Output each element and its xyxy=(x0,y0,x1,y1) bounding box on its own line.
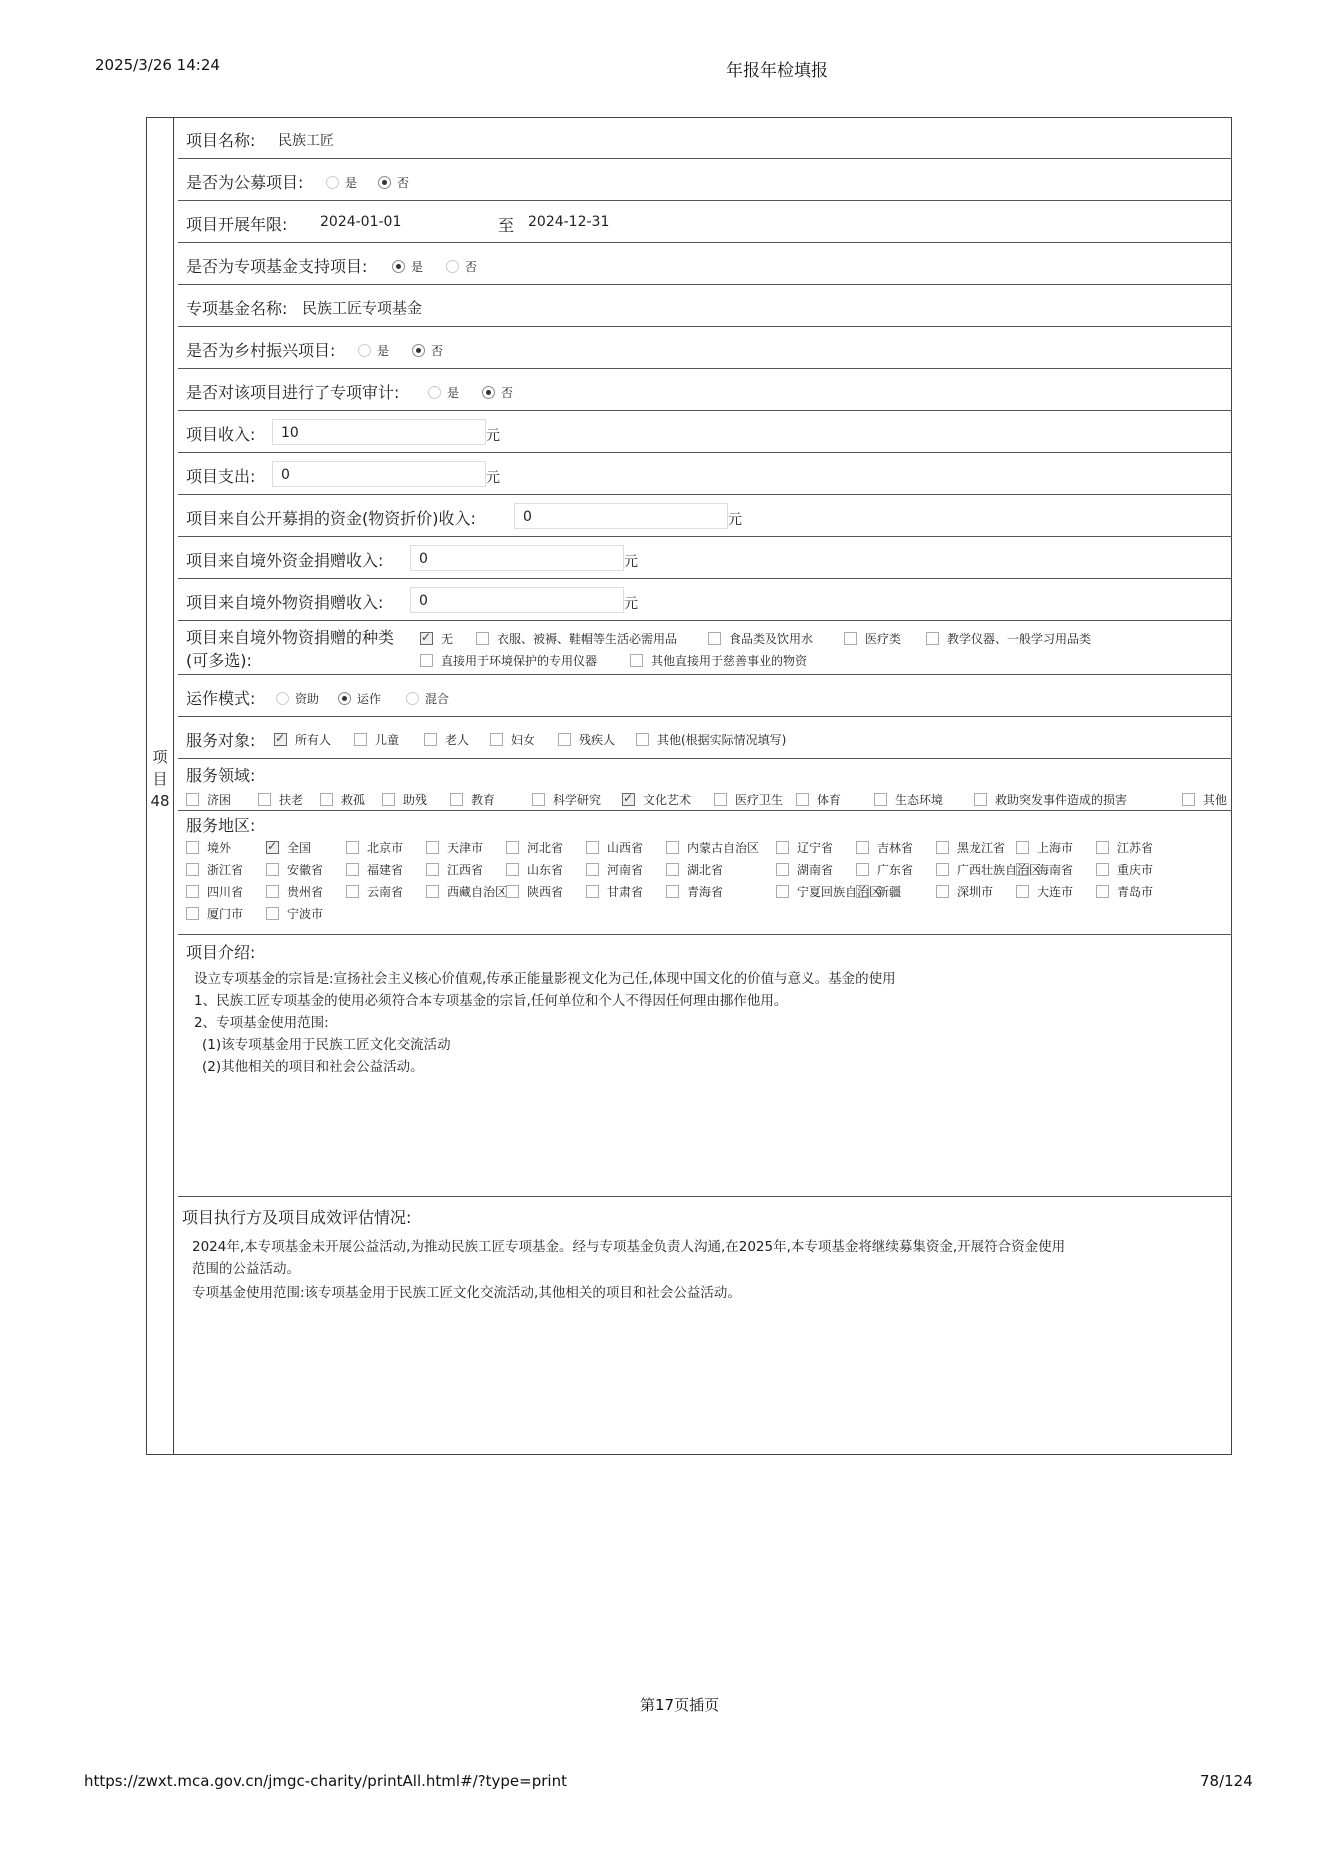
service-field-option-label: 济困 xyxy=(207,793,232,807)
row-regions xyxy=(178,811,1232,935)
target-elderly[interactable]: 老人 xyxy=(424,731,469,748)
row-overseas-goods xyxy=(178,579,1232,621)
service-field-option[interactable] xyxy=(714,791,783,808)
region-option[interactable] xyxy=(426,861,483,878)
goods-type-charity[interactable]: 其他直接用于慈善事业的物资 xyxy=(630,652,807,669)
row-fields xyxy=(178,759,1232,811)
region-option-label: 宁波市 xyxy=(287,907,324,921)
row-rural xyxy=(178,327,1232,369)
region-option-label: 重庆市 xyxy=(1117,863,1154,877)
row-period xyxy=(178,201,1232,243)
checkbox-icon xyxy=(1016,863,1029,876)
rural-label: 是否为乡村振兴项目: xyxy=(186,341,336,360)
service-field-option[interactable] xyxy=(1182,791,1227,808)
checkbox-icon xyxy=(874,793,887,806)
period-start[interactable]: 2024-01-01 xyxy=(320,214,402,230)
special-fund-label: 是否为专项基金支持项目: xyxy=(186,257,368,276)
service-field-option-label: 体育 xyxy=(817,793,842,807)
intro-line-4: (1)该专项基金用于民族工匠文化交流活动 xyxy=(202,1037,451,1053)
income-input[interactable]: 10 xyxy=(272,419,486,445)
radio-selected-icon xyxy=(378,176,391,189)
page-note: 第17页插页 xyxy=(640,1696,720,1714)
region-option[interactable] xyxy=(1016,883,1073,900)
region-option[interactable] xyxy=(186,905,243,922)
target-children[interactable]: 儿童 xyxy=(354,731,399,748)
regions-label: 服务地区: xyxy=(186,816,256,835)
region-option[interactable] xyxy=(346,883,403,900)
service-field-option-label: 医疗卫生 xyxy=(735,793,784,807)
checkbox-icon xyxy=(266,863,279,876)
checkbox-checked-icon xyxy=(266,841,279,854)
service-field-option[interactable] xyxy=(382,791,427,808)
region-option[interactable] xyxy=(586,839,643,856)
checkbox-icon xyxy=(936,841,949,854)
region-option-label: 湖北省 xyxy=(687,863,724,877)
service-field-option-label: 救助突发事件造成的损害 xyxy=(995,793,1128,807)
checkbox-icon xyxy=(266,907,279,920)
audit-yes[interactable]: 是 xyxy=(428,384,459,401)
project-name-label: 项目名称: xyxy=(186,131,256,150)
radio-icon xyxy=(326,176,339,189)
service-field-option-label: 救孤 xyxy=(341,793,366,807)
print-url: https://zwxt.mca.gov.cn/jmgc-charity/printAll.html#/?type=print xyxy=(84,1772,567,1790)
row-public-income xyxy=(178,495,1232,537)
checkbox-icon xyxy=(1016,885,1029,898)
income-label: 项目收入: xyxy=(186,425,256,444)
region-option[interactable] xyxy=(1016,839,1073,856)
region-option-label: 陕西省 xyxy=(527,885,564,899)
expense-input[interactable]: 0 xyxy=(272,461,486,487)
region-option[interactable] xyxy=(856,839,913,856)
public-income-label: 项目来自公开募捐的资金(物资折价)收入: xyxy=(186,509,476,528)
checkbox-icon xyxy=(346,863,359,876)
radio-icon xyxy=(358,344,371,357)
print-datetime: 2025/3/26 14:24 xyxy=(95,56,220,74)
target-women[interactable]: 妇女 xyxy=(490,731,535,748)
region-option-label: 云南省 xyxy=(367,885,404,899)
region-option[interactable] xyxy=(506,861,563,878)
intro-line-3: 2、专项基金使用范围: xyxy=(194,1015,329,1031)
checkbox-icon xyxy=(974,793,987,806)
region-option-label: 辽宁省 xyxy=(797,841,834,855)
overseas-fund-input[interactable]: 0 xyxy=(410,545,624,571)
checkbox-icon xyxy=(506,885,519,898)
region-option[interactable] xyxy=(346,861,403,878)
checkbox-icon xyxy=(586,885,599,898)
region-option[interactable] xyxy=(266,883,323,900)
checkbox-icon xyxy=(1096,841,1109,854)
region-option[interactable] xyxy=(1096,883,1153,900)
checkbox-icon xyxy=(666,885,679,898)
region-option-label: 安徽省 xyxy=(287,863,324,877)
checkbox-icon xyxy=(258,793,271,806)
row-public-fundraising xyxy=(178,159,1232,201)
region-option-label: 厦门市 xyxy=(207,907,244,921)
service-field-option[interactable] xyxy=(450,791,495,808)
checkbox-icon xyxy=(844,632,857,645)
radio-icon xyxy=(406,692,419,705)
checkbox-icon xyxy=(420,654,433,667)
region-option-label: 西藏自治区 xyxy=(447,885,508,899)
region-option[interactable] xyxy=(426,839,483,856)
region-option-label: 江苏省 xyxy=(1117,841,1154,855)
expense-unit: 元 xyxy=(486,470,500,486)
service-field-option-label: 文化艺术 xyxy=(643,793,692,807)
checkbox-icon xyxy=(382,793,395,806)
side-char-2: 目 xyxy=(152,770,168,788)
target-all[interactable]: ✓ 所有人 xyxy=(274,731,331,748)
checkbox-icon xyxy=(320,793,333,806)
row-goods-types xyxy=(178,621,1232,675)
region-option-label: 山东省 xyxy=(527,863,564,877)
side-char-1: 项 xyxy=(152,748,168,766)
overseas-goods-unit: 元 xyxy=(624,596,638,612)
checkbox-icon xyxy=(636,733,649,746)
checkbox-icon xyxy=(186,907,199,920)
goods-type-food[interactable]: 食品类及饮用水 xyxy=(708,630,813,647)
region-option[interactable] xyxy=(936,883,993,900)
row-evaluation xyxy=(178,1197,1232,1455)
income-unit: 元 xyxy=(486,428,500,444)
checkbox-icon xyxy=(426,863,439,876)
radio-icon xyxy=(428,386,441,399)
row-mode xyxy=(178,675,1232,717)
checkbox-icon xyxy=(558,733,571,746)
region-option[interactable] xyxy=(1016,861,1073,878)
checkbox-icon xyxy=(776,885,789,898)
evaluation-line-1: 2024年,本专项基金未开展公益活动,为推动民族工匠专项基金。经与专项基金负责人沟通,在2025年,本专项基金将继续募集资金,开展符合资金使用 xyxy=(192,1239,1066,1255)
region-option-label: 内蒙古自治区 xyxy=(687,841,760,855)
region-option[interactable] xyxy=(666,861,723,878)
service-field-option-label: 科学研究 xyxy=(553,793,602,807)
radio-icon xyxy=(446,260,459,273)
checkbox-icon xyxy=(506,863,519,876)
service-field-option-label: 生态环境 xyxy=(895,793,944,807)
checkbox-icon xyxy=(856,885,869,898)
region-option-label: 福建省 xyxy=(367,863,404,877)
row-project-name xyxy=(178,117,1232,159)
region-option[interactable] xyxy=(426,883,507,900)
checkbox-icon xyxy=(630,654,643,667)
page-count: 78/124 xyxy=(1200,1772,1253,1790)
public-income-unit: 元 xyxy=(728,512,742,528)
checkbox-icon xyxy=(936,885,949,898)
region-option-label: 甘肃省 xyxy=(607,885,644,899)
checkbox-icon xyxy=(346,885,359,898)
row-audit xyxy=(178,369,1232,411)
region-option-label: 四川省 xyxy=(207,885,244,899)
service-field-option-label: 扶老 xyxy=(279,793,304,807)
checkbox-icon xyxy=(186,885,199,898)
public-fundraising-no[interactable]: 否 xyxy=(378,174,409,191)
checkbox-icon xyxy=(926,632,939,645)
intro-label: 项目介绍: xyxy=(186,943,256,962)
checkbox-icon xyxy=(532,793,545,806)
checkbox-icon xyxy=(490,733,503,746)
region-option[interactable] xyxy=(266,861,323,878)
intro-line-5: (2)其他相关的项目和社会公益活动。 xyxy=(202,1059,424,1075)
goods-type-medical[interactable]: 医疗类 xyxy=(844,630,901,647)
goods-type-environment[interactable]: 直接用于环境保护的专用仪器 xyxy=(420,652,597,669)
region-option[interactable] xyxy=(186,861,243,878)
region-option[interactable] xyxy=(1096,861,1153,878)
service-field-option[interactable] xyxy=(320,791,365,808)
checkbox-icon xyxy=(714,793,727,806)
checkbox-icon xyxy=(586,841,599,854)
row-special-fund xyxy=(178,243,1232,285)
checkbox-icon xyxy=(346,841,359,854)
service-field-option[interactable] xyxy=(258,791,303,808)
checkbox-icon xyxy=(776,841,789,854)
region-option-label: 吉林省 xyxy=(877,841,914,855)
row-targets xyxy=(178,717,1232,759)
region-option-label: 河南省 xyxy=(607,863,644,877)
region-option[interactable] xyxy=(186,839,231,856)
checkbox-icon xyxy=(1016,841,1029,854)
goods-types-label: 项目来自境外物资捐赠的种类 xyxy=(186,628,395,647)
checkbox-checked-icon xyxy=(420,632,433,645)
audit-no[interactable]: 否 xyxy=(482,384,513,401)
region-option-label: 天津市 xyxy=(447,841,484,855)
service-field-option-label: 教育 xyxy=(471,793,496,807)
region-option-label: 江西省 xyxy=(447,863,484,877)
goods-type-none[interactable]: ✓ 无 xyxy=(420,630,453,647)
service-field-option[interactable] xyxy=(532,791,601,808)
checkbox-icon xyxy=(796,793,809,806)
radio-selected-icon xyxy=(392,260,405,273)
evaluation-label: 项目执行方及项目成效评估情况: xyxy=(182,1208,412,1227)
service-field-option[interactable] xyxy=(186,791,231,808)
region-option-label: 贵州省 xyxy=(287,885,324,899)
mode-mixed[interactable]: 混合 xyxy=(406,690,449,707)
side-char-3: 48 xyxy=(150,792,170,810)
region-option[interactable] xyxy=(856,883,901,900)
service-field-option[interactable] xyxy=(974,791,1127,808)
checkbox-icon xyxy=(424,733,437,746)
rural-no[interactable]: 否 xyxy=(412,342,443,359)
special-fund-yes[interactable]: 是 xyxy=(392,258,423,275)
overseas-fund-unit: 元 xyxy=(624,554,638,570)
target-disabled[interactable]: 残疾人 xyxy=(558,731,615,748)
region-option-label: 北京市 xyxy=(367,841,404,855)
row-overseas-fund xyxy=(178,537,1232,579)
region-option[interactable] xyxy=(776,861,833,878)
service-field-option-label: 助残 xyxy=(403,793,428,807)
overseas-goods-input[interactable]: 0 xyxy=(410,587,624,613)
overseas-fund-label: 项目来自境外资金捐赠收入: xyxy=(186,551,384,570)
checkbox-icon xyxy=(426,841,439,854)
checkbox-icon xyxy=(506,841,519,854)
region-option[interactable] xyxy=(586,861,643,878)
region-option-label: 大连市 xyxy=(1037,885,1074,899)
public-fundraising-label: 是否为公募项目: xyxy=(186,173,304,192)
project-name-value: 民族工匠 xyxy=(278,133,334,149)
region-option[interactable] xyxy=(1096,839,1153,856)
row-fund-name xyxy=(178,285,1232,327)
audit-label: 是否对该项目进行了专项审计: xyxy=(186,383,400,402)
checkbox-icon xyxy=(666,863,679,876)
checkbox-icon xyxy=(1096,863,1109,876)
row-intro xyxy=(178,935,1232,1197)
checkbox-icon xyxy=(266,885,279,898)
region-option[interactable] xyxy=(506,883,563,900)
checkbox-icon xyxy=(936,863,949,876)
evaluation-line-2: 范围的公益活动。 xyxy=(192,1261,300,1277)
goods-type-teaching[interactable]: 教学仪器、一般学习用品类 xyxy=(926,630,1091,647)
checkbox-icon xyxy=(856,863,869,876)
checkbox-icon xyxy=(186,863,199,876)
region-option[interactable] xyxy=(346,839,403,856)
checkbox-icon xyxy=(856,841,869,854)
region-option-label: 全国 xyxy=(287,841,312,855)
region-option-label: 深圳市 xyxy=(957,885,994,899)
checkbox-icon xyxy=(450,793,463,806)
region-option-label: 境外 xyxy=(207,841,232,855)
public-income-input[interactable]: 0 xyxy=(514,503,728,529)
fund-name-label: 专项基金名称: xyxy=(186,299,288,318)
region-option[interactable] xyxy=(856,861,913,878)
targets-label: 服务对象: xyxy=(186,731,256,750)
checkbox-icon xyxy=(186,841,199,854)
checkbox-icon xyxy=(708,632,721,645)
checkbox-icon xyxy=(426,885,439,898)
region-option-label: 湖南省 xyxy=(797,863,834,877)
region-option-label: 黑龙江省 xyxy=(957,841,1006,855)
special-fund-no[interactable]: 否 xyxy=(446,258,477,275)
checkbox-icon xyxy=(776,863,789,876)
fund-name-value[interactable]: 民族工匠专项基金 xyxy=(302,299,423,317)
period-sep: 至 xyxy=(498,216,515,235)
row-income xyxy=(178,411,1232,453)
mode-label: 运作模式: xyxy=(186,689,256,708)
radio-selected-icon xyxy=(482,386,495,399)
evaluation-line-3: 专项基金使用范围:该专项基金用于民族工匠文化交流活动,其他相关的项目和社会公益活动。 xyxy=(192,1285,741,1301)
region-option-label: 广西壮族自治区 xyxy=(957,863,1042,877)
checkbox-checked-icon xyxy=(274,733,287,746)
period-label: 项目开展年限: xyxy=(186,215,288,234)
region-option-label: 宁夏回族自治区 xyxy=(797,885,882,899)
rural-yes[interactable]: 是 xyxy=(358,342,389,359)
region-option[interactable] xyxy=(936,839,1005,856)
region-option-label: 浙江省 xyxy=(207,863,244,877)
mode-grant[interactable]: 资助 xyxy=(276,690,319,707)
checkbox-icon xyxy=(666,841,679,854)
goods-type-daily[interactable]: 衣服、被褥、鞋帽等生活必需用品 xyxy=(476,630,677,647)
region-option[interactable] xyxy=(266,839,311,856)
public-fundraising-yes[interactable]: 是 xyxy=(326,174,357,191)
region-option-label: 广东省 xyxy=(877,863,914,877)
fields-label: 服务领域: xyxy=(186,766,256,785)
service-field-option[interactable] xyxy=(796,791,841,808)
mode-operate[interactable]: 运作 xyxy=(338,690,381,707)
region-option-label: 上海市 xyxy=(1037,841,1074,855)
checkbox-icon xyxy=(1096,885,1109,898)
intro-line-2: 1、民族工匠专项基金的使用必须符合本专项基金的宗旨,任何单位和个人不得因任何理由挪作他用。 xyxy=(194,993,788,1009)
checkbox-icon xyxy=(1182,793,1195,806)
radio-selected-icon xyxy=(338,692,351,705)
region-option[interactable] xyxy=(506,839,563,856)
region-option-label: 青岛市 xyxy=(1117,885,1154,899)
region-option-label: 新疆 xyxy=(877,885,902,899)
checkbox-icon xyxy=(354,733,367,746)
intro-line-1: 设立专项基金的宗旨是:宣扬社会主义核心价值观,传承正能量影视文化为己任,体现中国文化的价值与意义。基金的使用 xyxy=(194,971,896,987)
region-option-label: 青海省 xyxy=(687,885,724,899)
radio-icon xyxy=(276,692,289,705)
region-option-label: 海南省 xyxy=(1037,863,1074,877)
expense-label: 项目支出: xyxy=(186,467,256,486)
goods-types-label-2: (可多选): xyxy=(186,651,252,670)
checkbox-icon xyxy=(586,863,599,876)
overseas-goods-label: 项目来自境外物资捐赠收入: xyxy=(186,593,384,612)
checkbox-icon xyxy=(186,793,199,806)
region-option[interactable] xyxy=(776,839,833,856)
row-expense xyxy=(178,453,1232,495)
period-end[interactable]: 2024-12-31 xyxy=(528,214,610,230)
service-field-option-label: 其他 xyxy=(1203,793,1228,807)
radio-selected-icon xyxy=(412,344,425,357)
region-option[interactable] xyxy=(586,883,643,900)
project-index-column xyxy=(146,117,174,1455)
service-field-option[interactable] xyxy=(622,791,691,808)
region-option[interactable] xyxy=(266,905,323,922)
region-option[interactable] xyxy=(666,883,723,900)
page-title: 年报年检填报 xyxy=(726,61,828,81)
region-option[interactable] xyxy=(186,883,243,900)
service-field-option[interactable] xyxy=(874,791,943,808)
region-option-label: 山西省 xyxy=(607,841,644,855)
checkbox-icon xyxy=(476,632,489,645)
region-option-label: 河北省 xyxy=(527,841,564,855)
region-option[interactable] xyxy=(666,839,759,856)
checkbox-checked-icon xyxy=(622,793,635,806)
target-other[interactable]: 其他(根据实际情况填写) xyxy=(636,731,786,748)
